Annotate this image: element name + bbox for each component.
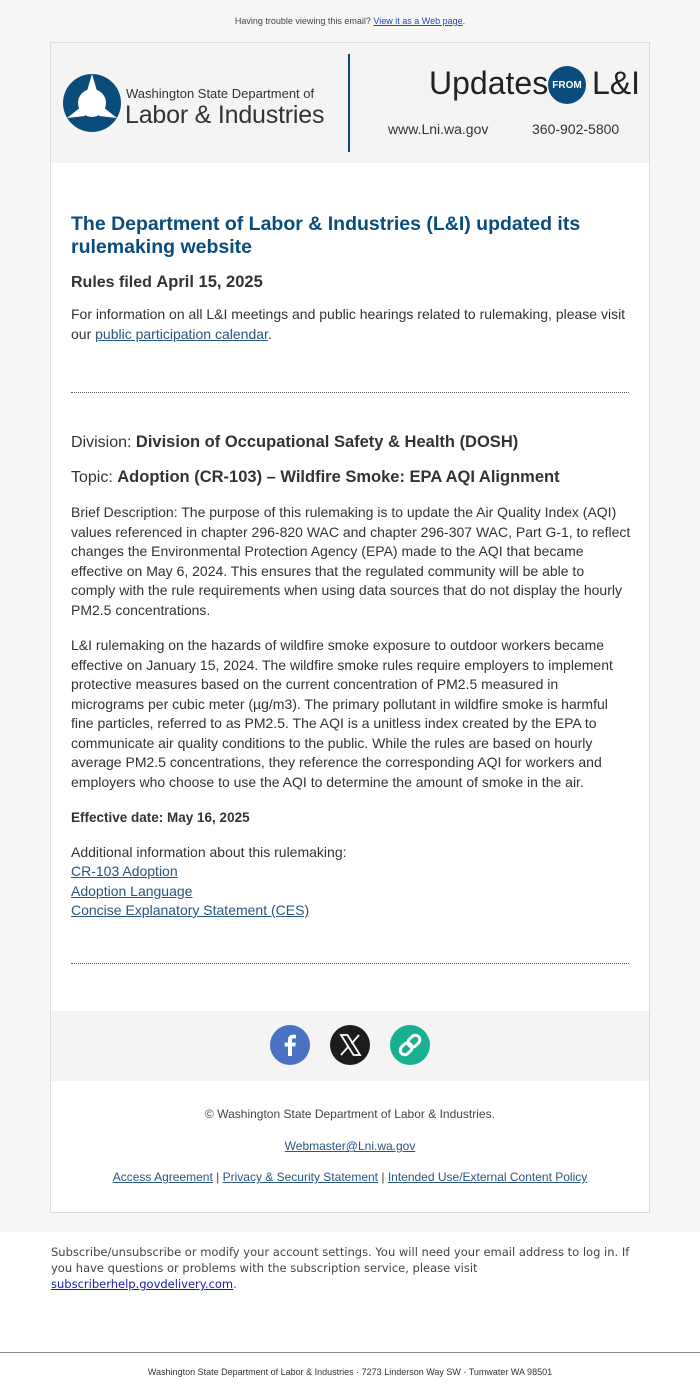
privacy-security-link[interactable]: Privacy & Security Statement: [222, 1170, 378, 1184]
intro-section: [71, 213, 631, 344]
ces-link[interactable]: Concise Explanatory Statement (CES): [71, 902, 310, 918]
copyright: © Washington State Department of Labor & Industries.: [205, 1107, 495, 1121]
from-badge: FROM: [548, 66, 586, 104]
adoption-language-link[interactable]: Adoption Language: [71, 882, 193, 899]
logo-department-text: Washington State Department of: [126, 86, 315, 101]
webmaster-email-link[interactable]: Webmaster@Lni.wa.gov: [284, 1139, 416, 1153]
effective-date: Effective date: May 16, 2025: [71, 810, 250, 825]
trouble-text: Having trouble viewing this email?: [234, 16, 371, 26]
phone-text: 360-902-5800: [532, 121, 620, 137]
rules-filed-date: April 15, 2025: [156, 273, 263, 291]
division-value: Division of Occupational Safety & Health (DOSH): [135, 433, 519, 451]
subscriber-help-link[interactable]: subscriberhelp.govdelivery.com: [51, 1277, 234, 1291]
trouble-viewing-note: Having trouble viewing this email? View it as a Web page.: [234, 16, 466, 26]
webmaster-line: [51, 1139, 649, 1153]
info-paragraph: For information on all L&I meetings and public hearings related to rulemaking, please visit our public participation calendar.: [71, 306, 626, 342]
footer-divider: [0, 1352, 700, 1353]
updates-title: Updates: [429, 65, 549, 101]
division-line: Division: Division of Occupational Safety & Health (DOSH): [71, 433, 519, 451]
cr103-adoption-link[interactable]: CR-103 Adoption: [71, 863, 178, 879]
header-divider: [348, 54, 350, 152]
background-paragraph: L&I rulemaking on the hazards of wildfire smoke exposure to outdoor workers became effective on January 15, 2024. The wildfire smoke rules require employers to implement protective measures based on the current concentration of PM2.5 measured in micrograms per cubic meter (µg/m3). The primary pollutant in wildfire smoke is harmful fine particles, referred to as PM2.5. The AQI is a unitless index created by the EPA to communicate air quality conditions to the public. While the rules are based on hourly average PM2.5 concentrations, they reference the corresponding AQI for workers and employers who choose to use the AQI to determine the amount of smoke in the air.: [71, 637, 613, 790]
policy-links: Access Agreement | Privacy & Security Statement | Intended Use/External Content Policy: [112, 1170, 588, 1184]
additional-info-label: Additional information about this rulemaking:: [71, 843, 347, 860]
email-card: [50, 42, 650, 1213]
section-divider: [71, 392, 629, 393]
rule-details: [71, 503, 631, 921]
topic-line: Topic: Adoption (CR-103) – Wildfire Smoke: EPA AQI Alignment: [71, 468, 560, 486]
topic-value: Adoption (CR-103) – Wildfire Smoke: EPA AQI Alignment: [117, 468, 560, 486]
x-share-button[interactable]: [330, 1025, 370, 1065]
logo-agency-name: Labor & Industries: [125, 101, 325, 129]
email-header: [51, 43, 649, 163]
link-icon: [390, 1025, 430, 1065]
public-participation-calendar-link[interactable]: public participation calendar: [95, 325, 268, 342]
subscription-note: Subscribe/unsubscribe or modify your account settings. You will need your email address to log in. If you have questions or problems with the subscription service, please visit subscriberhelp.govdelivery.com.: [51, 1245, 630, 1291]
website-text: www.Lni.wa.gov: [388, 121, 489, 137]
intended-use-link[interactable]: Intended Use/External Content Policy: [387, 1170, 588, 1184]
brief-description: Brief Description: The purpose of this rulemaking is to update the Air Quality Index (AQI) values referenced in chapter 296-820 WAC and chapter 296-307 WAC, Part G-1, to reflect changes the Environmental Protection Agency (EPA) made to the AQI that became effective on May 6, 2024. This ensures that the regulated community will be able to comply with the rule requirements when using data sources that do not display the hourly PM2.5 concentrations.: [71, 504, 631, 618]
facebook-icon: [270, 1025, 310, 1065]
section-divider-2: [71, 963, 629, 964]
copy-link-button[interactable]: [390, 1025, 430, 1065]
rules-filed: Rules filed April 15, 2025: [71, 273, 263, 291]
social-bar: [51, 1011, 649, 1081]
access-agreement-link[interactable]: Access Agreement: [112, 1170, 213, 1184]
postal-address: Washington State Department of Labor & Industries · 7273 Linderson Way SW · Tumwater WA 98501: [147, 1367, 553, 1377]
li-logo-icon: [63, 74, 121, 132]
li-title: L&I: [592, 65, 641, 101]
facebook-share-button[interactable]: [270, 1025, 310, 1065]
page-title: The Department of Labor & Industries (L&I) updated its rulemaking website: [71, 213, 581, 258]
related-links: [71, 862, 631, 921]
x-icon: [330, 1025, 370, 1065]
view-web-page-link[interactable]: View it as a Web page: [373, 16, 463, 26]
